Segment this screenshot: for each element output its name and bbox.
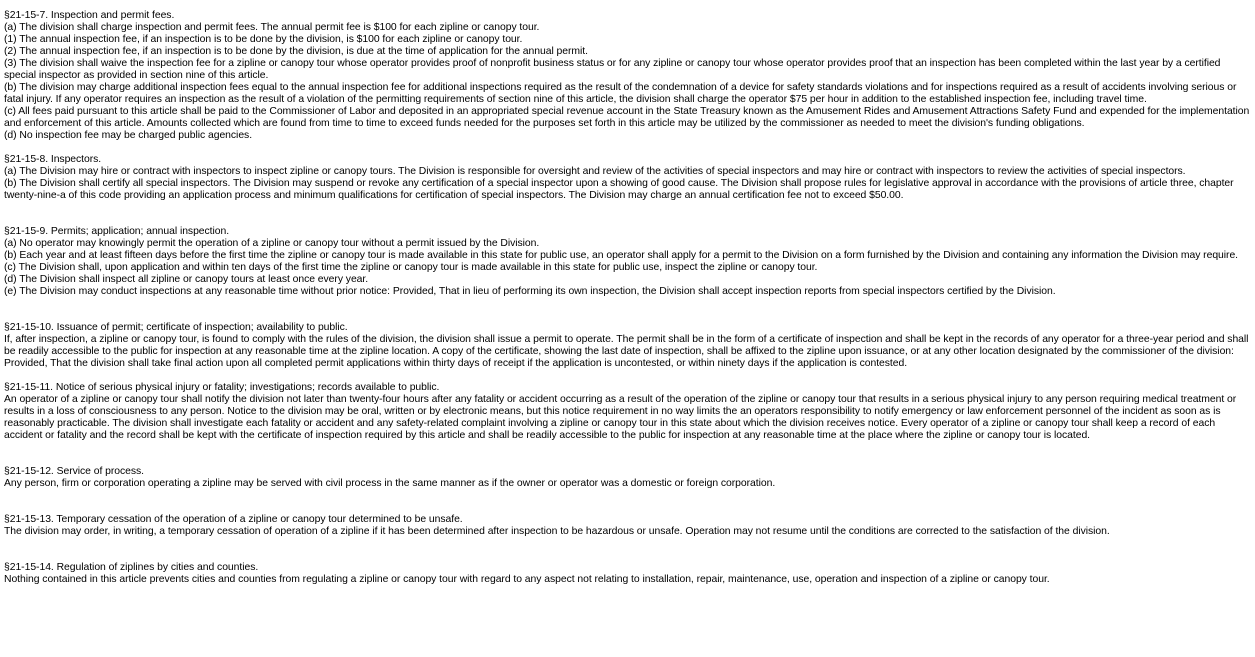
section-heading: §21-15-8. Inspectors. [4,154,102,165]
section-21-15-8 [4,154,1251,202]
section-21-15-9 [4,226,1251,298]
section-spacer [4,538,1251,562]
section-21-15-7 [4,10,1251,142]
section-heading: §21-15-9. Permits; application; annual inspection. [4,226,230,237]
section-paragraph: (c) The Division shall, upon application and within ten days of the first time the zipline or canopy tour is made available in this state for public use, inspect the zipline or canopy tour. [4,262,818,273]
section-21-15-12 [4,466,1251,490]
section-heading: §21-15-12. Service of process. [4,466,145,477]
section-paragraph: (a) The Division may hire or contract with inspectors to inspect zipline or canopy tours. The Division is responsible for oversight and review of the activities of special inspectors and may hire or contract with inspectors to review the activities of special inspectors. [4,166,1186,177]
section-21-15-11 [4,382,1251,442]
statute-document [4,10,1251,586]
section-heading: §21-15-13. Temporary cessation of the operation of a zipline or canopy tour determined to be unsafe. [4,514,463,525]
section-heading: §21-15-7. Inspection and permit fees. [4,10,175,21]
section-paragraph: (d) No inspection fee may be charged public agencies. [4,130,253,141]
section-spacer [4,490,1251,514]
section-spacer [4,202,1251,226]
section-21-15-13 [4,514,1251,538]
section-paragraph: (a) No operator may knowingly permit the operation of a zipline or canopy tour without a permit issued by the Division. [4,238,540,249]
section-spacer [4,370,1251,382]
section-paragraph: Nothing contained in this article prevents cities and counties from regulating a zipline or canopy tour with regard to any aspect not relating to installation, repair, maintenance, use, operation and inspection of a zipline or canopy tour. [4,574,1050,585]
section-paragraph: If, after inspection, a zipline or canopy tour, is found to comply with the rules of the division, the division shall issue a permit to operate. The permit shall be in the form of a certificate of inspection and shall be kept in the records of any operator for a three-year period and shall be readily accessible to the public for inspection at any reasonable time at the zipline location. A copy of the certificate, showing the last date of inspection, shall be affixed to the zipline upon issuance, or at any other location designated by the commissioner of the division: Provided, That the division shall take final action upon all completed permit applications within thirty days of receipt if the application is uncontested, or within ninety days if the application is contested. [4,334,1249,369]
section-21-15-10 [4,322,1251,370]
section-paragraph: (b) The Division shall certify all special inspectors. The Division may suspend or revoke any certification of a special inspector upon a showing of good cause. The Division shall propose rules for legislative approval in accordance with the provisions of article three, chapter twenty-nine-a of this code providing an application process and minimum qualifications for certification of special inspectors. The Division may charge an annual certification fee not to exceed $50.00. [4,178,1234,201]
section-paragraph: (e) The Division may conduct inspections at any reasonable time without prior notice: Provided, That in lieu of performing its own inspection, the Division shall accept inspection reports from special inspectors certified by the Division. [4,286,1056,297]
section-paragraph: (2) The annual inspection fee, if an inspection is to be done by the division, is due at the time of application for the annual permit. [4,46,588,57]
section-paragraph: Any person, firm or corporation operating a zipline may be served with civil process in the same manner as if the owner or operator was a domestic or foreign corporation. [4,478,776,489]
section-paragraph: The division may order, in writing, a temporary cessation of operation of a zipline if it has been determined after inspection to be hazardous or unsafe. Operation may not resume until the conditions are corrected to the satisfaction of the division. [4,526,1110,537]
section-paragraph: (3) The division shall waive the inspection fee for a zipline or canopy tour whose operator provides proof of nonprofit business status or for any zipline or canopy tour whose operator provides proof that an inspection has been completed within the last year by a certified special inspector as provided in section nine of this article. [4,58,1221,81]
section-heading: §21-15-11. Notice of serious physical injury or fatality; investigations; records available to public. [4,382,440,393]
section-paragraph: (c) All fees paid pursuant to this article shall be paid to the Commissioner of Labor and deposited in an appropriated special revenue account in the State Treasury known as the Amusement Rides and Amusement Attractions Safety Fund and expended for the implementation and enforcement of this article. Amounts collected which are found from time to time to exceed funds needed for the purposes set forth in this article may be utilized by the commissioner as needed to meet the division's funding obligations. [4,106,1250,129]
section-paragraph: (1) The annual inspection fee, if an inspection is to be done by the division, is $100 for each zipline or canopy tour. [4,34,523,45]
section-paragraph: (a) The division shall charge inspection and permit fees. The annual permit fee is $100 for each zipline or canopy tour. [4,22,540,33]
section-spacer [4,142,1251,154]
section-heading: §21-15-14. Regulation of ziplines by cities and counties. [4,562,259,573]
section-21-15-14 [4,562,1251,586]
section-spacer [4,442,1251,466]
section-paragraph: (d) The Division shall inspect all zipline or canopy tours at least once every year. [4,274,369,285]
section-spacer [4,298,1251,322]
section-paragraph: (b) Each year and at least fifteen days before the first time the zipline or canopy tour is made available in this state for public use, an operator shall apply for a permit to the Division on a form furnished by the Division and containing any information the Division may require. [4,250,1239,261]
section-paragraph: An operator of a zipline or canopy tour shall notify the division not later than twenty-four hours after any fatality or accident occurring as a result of the operation of the zipline or canopy tour that results in a serious physical injury to any person requiring medical treatment or results in a loss of consciousness to any person. Notice to the division may be oral, written or by electronic means, but this notice requirement in no way limits the an operators responsibility to notify emergency or law enforcement personnel of the incident as soon as is reasonably practicable. The division shall investigate each fatality or accident and any safety-related complaint involving a zipline or canopy tour in this state about which the division receives notice. Every operator of a zipline or canopy tour shall keep a record of each accident or fatality and the record shall be kept with the certificate of inspection required by this article and shall be readily accessible to the public for inspection at any reasonable time at the place where the zipline or canopy tour is located. [4,394,1237,441]
section-heading: §21-15-10. Issuance of permit; certificate of inspection; availability to public. [4,322,348,333]
section-paragraph: (b) The division may charge additional inspection fees equal to the annual inspection fee for additional inspections required as the result of the condemnation of a device for safety standards violations and for inspections required as a result of accidents involving serious or fatal injury. If any operator requires an inspection as the result of a violation of the permitting requirements of section nine of this article, the division shall charge the operator $75 per hour in addition to the established inspection fee, including travel time. [4,82,1237,105]
